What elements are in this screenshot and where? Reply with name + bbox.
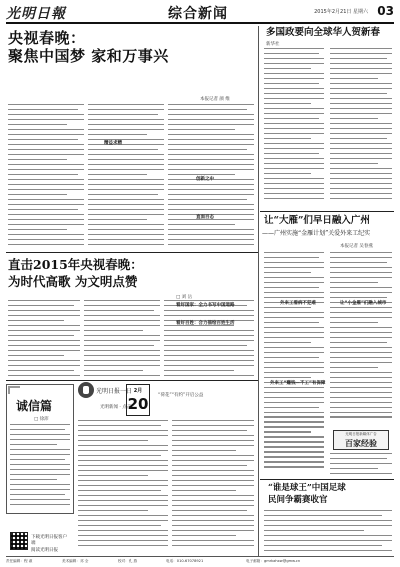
- footer-designer: 美术编辑：邓 全: [62, 559, 89, 563]
- guangzhou-subhead-1: 外来工看病不犯难: [280, 301, 316, 306]
- commentary-subhead-2: 看好百姓：合力描绘百姓生活: [176, 321, 235, 326]
- gala-subhead-2: 创新之中: [196, 177, 214, 182]
- qr-code-icon[interactable]: [10, 532, 28, 550]
- commentary-column-3: [164, 300, 254, 380]
- gala-headline-line2: 聚焦中国梦 家和万事兴: [8, 47, 169, 65]
- right-section-rule: [260, 211, 394, 212]
- daily-aside: “荷花”“有约”开启公益: [158, 393, 204, 398]
- chengxin-headline: 诚信篇: [16, 399, 53, 413]
- guangzhou-column-2: [330, 252, 392, 426]
- gala-byline: 本报记者 颜 维: [200, 97, 230, 102]
- football-section-rule: [260, 479, 394, 480]
- footer-phone: 电话：010-67078921: [166, 559, 204, 563]
- football-headline-line1: “谁是球王”中国足球: [268, 483, 346, 493]
- daily-label: 光明日报一日: [96, 388, 133, 395]
- issue-date: 2015年2月21日 星期六: [314, 9, 368, 15]
- camera-icon: [78, 382, 94, 398]
- footer-proof: 校对：孔 燕: [118, 559, 138, 563]
- football-text: [264, 510, 392, 554]
- commentary-column-2: [84, 300, 160, 380]
- section-title: 综合新闻: [168, 6, 228, 22]
- daily-column-1: [78, 420, 168, 552]
- guangzhou-column-1: [264, 252, 324, 474]
- mid-section-rule: [6, 252, 258, 253]
- app-promo-line2: 阅读光明日报: [31, 547, 58, 553]
- date-box: [126, 384, 150, 416]
- football-headline-line2: 民间争霸赛收官: [268, 495, 328, 505]
- gala-headline-line1: 央视春晚：: [8, 29, 86, 47]
- ad-banner[interactable]: [333, 430, 389, 450]
- gala-subhead-1: 精益求精: [104, 141, 122, 146]
- commentary-byline: □ 刘 岳: [176, 295, 193, 300]
- ad-caption: 光明日报新媒体广告: [345, 432, 377, 436]
- guangzhou-subhead-2: 外来工“赚钱—不工”有保障: [270, 381, 326, 386]
- commentary-headline-line2: 为时代高歌 为文明点赞: [8, 274, 138, 289]
- gala-column-1: [8, 104, 84, 252]
- commentary-headline-line1: 直击2015年央视春晚：: [8, 257, 143, 272]
- page-number: 03: [377, 4, 394, 18]
- ornament-icon: [8, 386, 20, 394]
- ad-title: 百家经验: [345, 439, 377, 448]
- bottom-section-rule: [6, 380, 258, 381]
- guangzhou-headline: 让“大雁”们早日融入广州: [264, 215, 370, 226]
- daily-column-2: [172, 420, 254, 552]
- commentary-subhead-1: 看好国家：全力书写中国道路: [176, 303, 235, 308]
- countries-column-2: [330, 48, 392, 206]
- date-month: 2月: [133, 388, 143, 394]
- guangzhou-subtitle: ——广州实施“金雁计划”关爱外来工纪实: [262, 230, 371, 237]
- footer: [6, 556, 394, 564]
- column-divider: [258, 26, 259, 556]
- app-promo-line1: 下载光明日报客户端: [31, 535, 67, 547]
- chengxin-byline: □ 徐沛: [34, 417, 49, 422]
- ad-text: [330, 453, 392, 477]
- date-day: 20: [127, 395, 149, 413]
- newspaper-logo: 光明日報: [6, 6, 66, 22]
- commentary-column-1: [8, 300, 80, 380]
- masthead: [6, 3, 394, 21]
- masthead-rule: [6, 22, 394, 24]
- chengxin-text: [10, 424, 70, 512]
- footer-email: 电子邮箱：gmrbzhxw@gmw.cn: [246, 559, 301, 563]
- guangzhou-byline: 本报记者 吴春燕: [340, 244, 373, 249]
- guangzhou-subhead-3: 让“小金雁”们融入城市: [340, 301, 387, 306]
- gala-subhead-3: 直面百态: [196, 215, 214, 220]
- footer-editor: 责任编辑：程 淑: [6, 559, 33, 563]
- daily-note: 光明新闻 · 点击: [100, 405, 132, 410]
- countries-byline: 新华社: [266, 42, 280, 47]
- countries-column-1: [264, 48, 324, 206]
- gala-column-2: [88, 104, 164, 252]
- app-promo[interactable]: [10, 532, 70, 554]
- countries-headline: 多国政要向全球华人贺新春: [266, 27, 381, 38]
